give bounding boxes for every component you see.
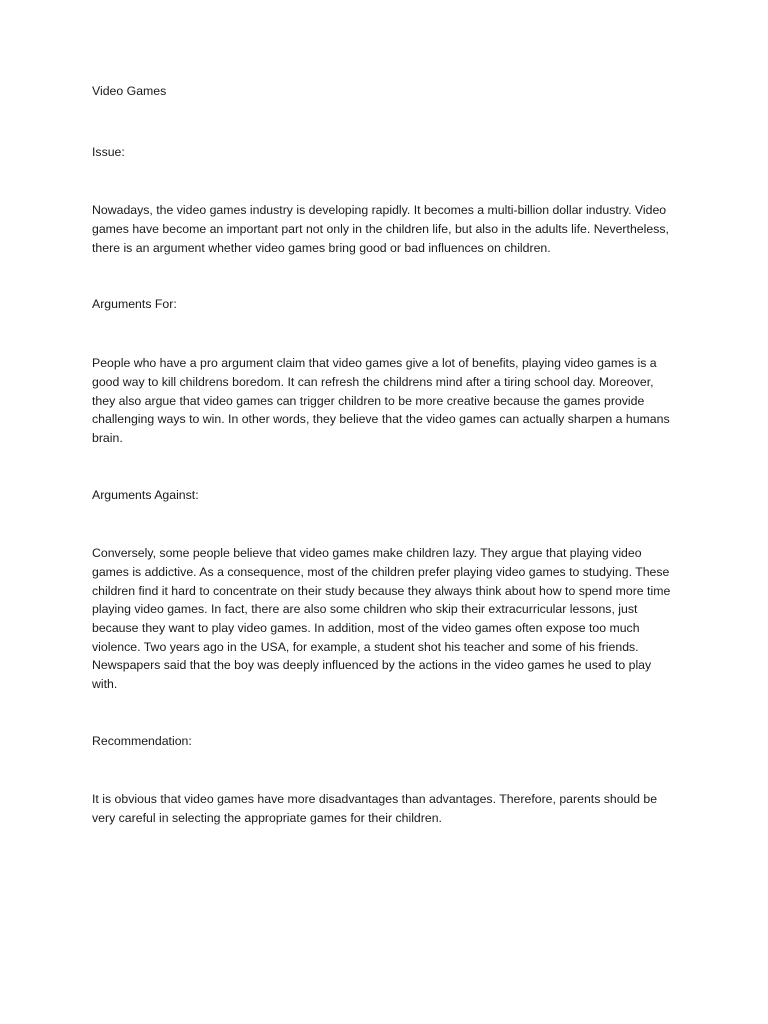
recommendation-heading: Recommendation: — [92, 733, 192, 748]
arguments-against-paragraph: Conversely, some people believe that video games make children lazy. They argue that playing video games is addictive. As a consequence, most of the children prefer playing video games to studying. These children find it hard to concentrate on their study because they always think about how to spend more time playing video games. In fact, there are also some children who skip their extracurricular lessons, just because they want to play video games. In addition, most of the video games often expose too much violence. Two years ago in the USA, for example, a student shot his teacher and some of his friends. Newspapers said that the boy was deeply influenced by the actions in the video games he used to play with. — [92, 546, 671, 692]
document-title: Video Games — [92, 84, 167, 98]
arguments-for-heading: Arguments For: — [92, 297, 177, 312]
arguments-against-heading: Arguments Against: — [92, 487, 199, 502]
arguments-for-paragraph: People who have a pro argument claim that video games give a lot of benefits, playing video games is a good way to kill childrens boredom. It can refresh the childrens mind after a tiring school day. Moreover, they also argue that video games can trigger children to be more creative because the games provide challenging ways to win. In other words, they believe that the video games can actually sharpen a humans brain. — [92, 356, 670, 445]
issue-paragraph: Nowadays, the video games industry is developing rapidly. It becomes a multi-billion dollar industry. Video games have become an important part not only in the children life, but also in the adults life. Nevertheless, there is an argument whether video games bring good or bad influences on children. — [92, 203, 669, 255]
issue-heading: Issue: — [92, 144, 125, 159]
document-body — [92, 82, 676, 828]
recommendation-paragraph: It is obvious that video games have more disadvantages than advantages. Therefore, parents should be very careful in selecting the appropriate games for their children. — [92, 792, 658, 826]
